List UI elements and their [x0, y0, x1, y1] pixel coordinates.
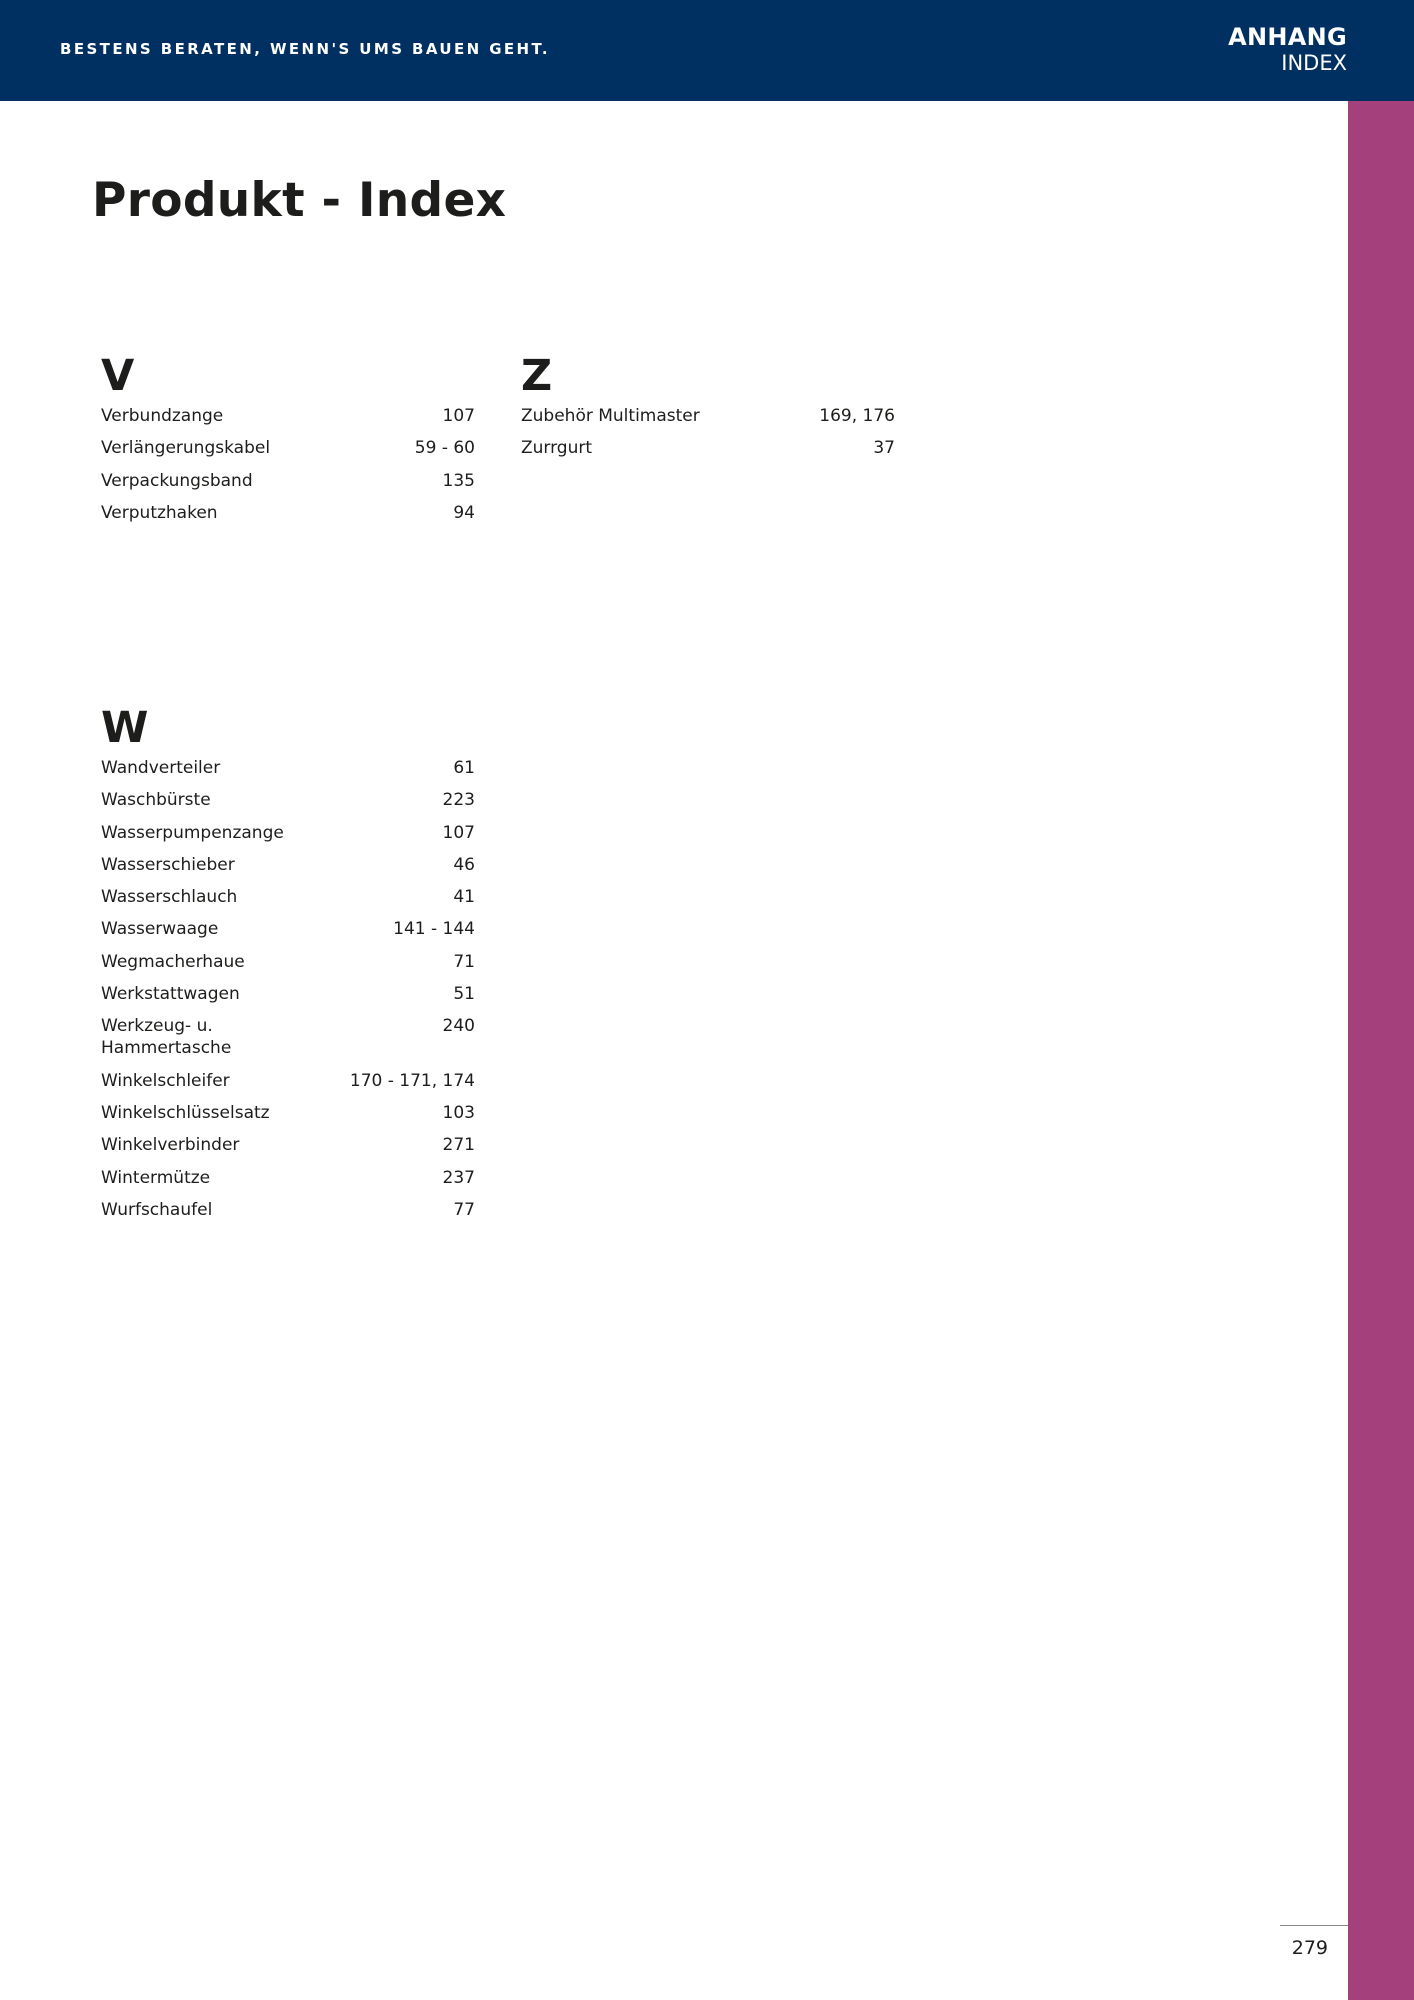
entry-name: Wasserschlauch	[101, 887, 238, 908]
index-entry	[101, 405, 475, 427]
index-entry	[101, 918, 475, 940]
index-group-z	[521, 353, 895, 470]
entry-pages: 77	[453, 1199, 475, 1220]
index-entry	[101, 854, 475, 876]
entry-pages: 271	[442, 1135, 475, 1156]
index-entry	[101, 502, 475, 524]
entry-pages: 107	[442, 406, 475, 426]
entry-list	[521, 405, 895, 459]
footer-rule	[1280, 1925, 1348, 1926]
entry-pages: 169, 176	[819, 406, 895, 426]
section-label	[1228, 24, 1347, 75]
index-entry	[101, 886, 475, 908]
index-entry	[101, 1199, 475, 1221]
entry-name: Werkstattwagen	[101, 984, 240, 1005]
entry-pages: 51	[453, 984, 475, 1005]
header-bar	[0, 0, 1414, 101]
chapter-color-strip	[1348, 101, 1414, 2000]
entry-name: Werkzeug- u. Hammertasche	[101, 1016, 232, 1059]
entry-pages: 94	[453, 502, 475, 523]
entry-pages: 46	[453, 854, 475, 875]
entry-name: Wegmacherhaue	[101, 951, 245, 972]
entry-name: Wandverteiler	[101, 758, 221, 778]
letter-heading: W	[101, 703, 149, 753]
entry-pages: 61	[453, 758, 475, 778]
index-entry	[101, 1070, 475, 1092]
index-entry	[101, 437, 475, 459]
index-entry	[101, 789, 475, 811]
section-title: ANHANG	[1228, 23, 1347, 51]
entry-name: Wurfschaufel	[101, 1199, 213, 1220]
header-tagline: BESTENS BERATEN, WENN'S UMS BAUEN GEHT.	[60, 40, 550, 58]
page-number: 279	[1291, 1937, 1328, 1959]
entry-pages: 103	[442, 1102, 475, 1123]
index-entry	[101, 822, 475, 844]
entry-pages: 41	[453, 887, 475, 908]
entry-pages: 240	[442, 1016, 475, 1037]
index-entry	[101, 1167, 475, 1189]
page-title: Produkt - Index	[92, 173, 507, 228]
entry-pages: 141 - 144	[393, 919, 475, 940]
entry-pages: 135	[442, 470, 475, 491]
entry-name: Verpackungsband	[101, 470, 253, 491]
entry-name: Winkelschleifer	[101, 1070, 230, 1091]
index-entry	[101, 757, 475, 779]
index-group-v	[101, 353, 475, 534]
entry-name: Verbundzange	[101, 406, 224, 426]
index-entry	[101, 1015, 475, 1059]
entry-name: Wasserschieber	[101, 854, 235, 875]
index-entry	[101, 1134, 475, 1156]
entry-pages: 107	[442, 822, 475, 843]
section-subtitle: INDEX	[1281, 51, 1347, 75]
entry-pages: 170 - 171, 174	[349, 1070, 475, 1091]
entry-name: Wintermütze	[101, 1167, 211, 1188]
entry-pages: 237	[442, 1167, 475, 1188]
index-entry	[101, 951, 475, 973]
entry-name: Zubehör Multimaster	[521, 406, 700, 426]
entry-pages: 59 - 60	[414, 438, 475, 459]
index-entry	[101, 470, 475, 492]
entry-pages: 223	[442, 790, 475, 811]
entry-pages: 71	[453, 951, 475, 972]
index-group-w	[101, 705, 475, 1231]
entry-list	[101, 405, 475, 524]
index-entry	[101, 983, 475, 1005]
index-entry	[521, 437, 895, 459]
entry-name: Wasserwaage	[101, 919, 219, 940]
entry-name: Waschbürste	[101, 790, 211, 811]
entry-name: Zurrgurt	[521, 438, 593, 459]
entry-list	[101, 757, 475, 1221]
entry-name: Verputzhaken	[101, 502, 218, 523]
letter-heading: V	[101, 351, 135, 401]
entry-name: Winkelverbinder	[101, 1135, 240, 1156]
entry-pages: 37	[873, 438, 895, 459]
letter-heading: Z	[521, 351, 553, 401]
index-entry	[521, 405, 895, 427]
index-entry	[101, 1102, 475, 1124]
entry-name: Wasserpumpenzange	[101, 822, 284, 843]
entry-name: Winkelschlüsselsatz	[101, 1102, 270, 1123]
entry-name: Verlängerungskabel	[101, 438, 271, 459]
